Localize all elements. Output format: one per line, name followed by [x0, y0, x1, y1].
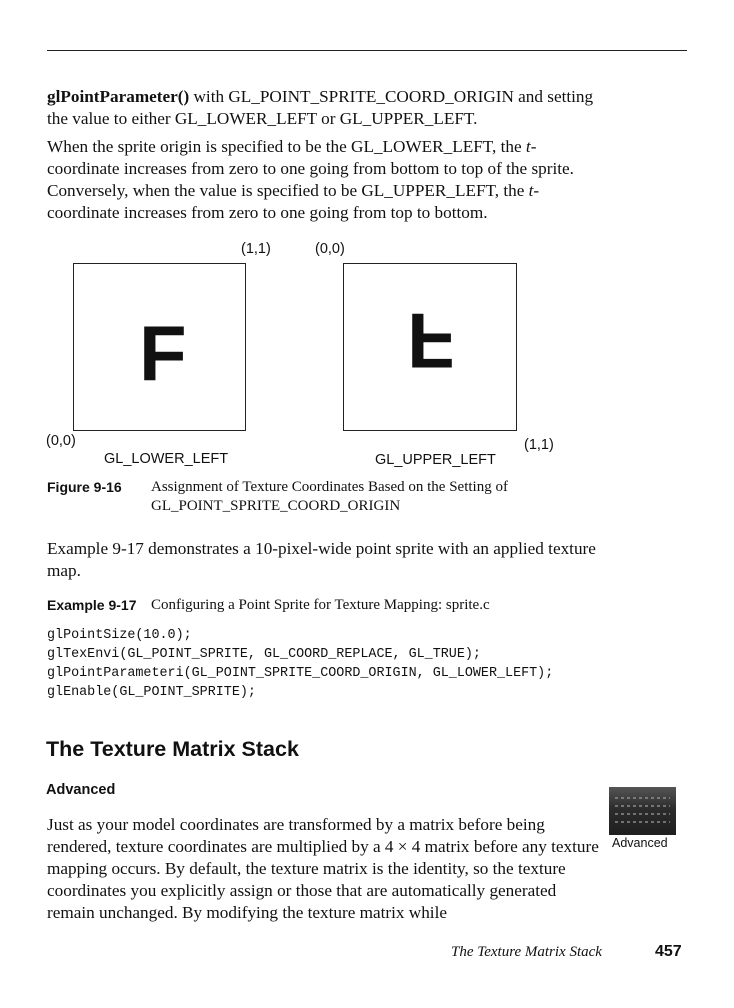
left-top-coord: (1,1) — [241, 241, 271, 257]
right-top-coord: (0,0) — [315, 241, 345, 257]
code-listing: glPointSize(10.0); glTexEnvi(GL_POINT_SPRITE, GL_COORD_REPLACE, GL_TRUE); glPointParameteri(GL_POINT_SPRITE_COORD_ORIGIN, GL_LOWER_LEFT); glEnable(GL_POINT_SPRITE); — [47, 628, 554, 700]
badge-texture-row — [615, 813, 670, 815]
intro-paragraph-2 — [47, 136, 607, 224]
sprite-letter-normal: F — [139, 309, 187, 397]
upper-left-label: GL_UPPER_LEFT — [375, 452, 496, 468]
example-label: Example 9-17 — [47, 597, 137, 613]
p2-t-italic-1: t — [525, 137, 531, 156]
badge-texture-row — [615, 821, 670, 823]
intro-paragraph-1 — [47, 86, 607, 130]
intro-paragraph-1-text: with GL_POINT_SPRITE_COORD_ORIGIN and setting the value to either GL_LOWER_LEFT or GL_UPPER_LEFT. — [47, 87, 594, 128]
left-bottom-coord: (0,0) — [46, 433, 76, 449]
section-subheading: Advanced — [46, 782, 116, 798]
section-body-paragraph: Just as your model coordinates are transformed by a matrix before being rendered, texture coordinates are multiplied by a 4 × 4 matrix before any texture mapping occurs. By default, the texture matrix is the identity, so the texture coordinates you explicitly assign or those that are automatically generated remain unchanged. By modifying the texture matrix while — [47, 815, 599, 922]
advanced-margin-label: Advanced — [612, 836, 668, 850]
p2-part-a: When the sprite origin is specified to be the GL_LOWER_LEFT, the — [47, 137, 526, 156]
p2-part-b: -coordinate increases from zero to one going from bottom to top of the sprite. Conversely, when the value is specified to be GL_UPPER_LEFT, the — [47, 137, 574, 200]
badge-texture-row — [615, 797, 670, 799]
upper-left-sprite-box — [343, 263, 517, 431]
page-number: 457 — [655, 943, 682, 960]
section-heading: The Texture Matrix Stack — [46, 737, 299, 761]
badge-texture-row — [615, 805, 670, 807]
figure-caption-text: Assignment of Texture Coordinates Based on the Setting of GL_POINT_SPRITE_COORD_ORIGIN — [151, 479, 508, 514]
lower-left-label: GL_LOWER_LEFT — [104, 451, 229, 467]
example-title: Configuring a Point Sprite for Texture Mapping: sprite.c — [151, 597, 490, 613]
right-bottom-coord: (1,1) — [524, 437, 554, 453]
running-footer-title: The Texture Matrix Stack — [451, 944, 602, 960]
figure-caption-label: Figure 9-16 — [47, 479, 122, 495]
p2-t-italic-2: t — [528, 181, 534, 200]
p2-part-c: -coordinate increases from zero to one going from top to bottom. — [47, 181, 540, 222]
header-rule — [47, 50, 687, 51]
example-intro-paragraph: Example 9-17 demonstrates a 10-pixel-wide point sprite with an applied texture map. — [47, 539, 596, 580]
advanced-badge-image — [609, 787, 676, 835]
lower-left-sprite-box — [73, 263, 246, 431]
sprite-letter-flipped: F — [407, 297, 455, 385]
function-name: glPointParameter() — [47, 87, 190, 106]
